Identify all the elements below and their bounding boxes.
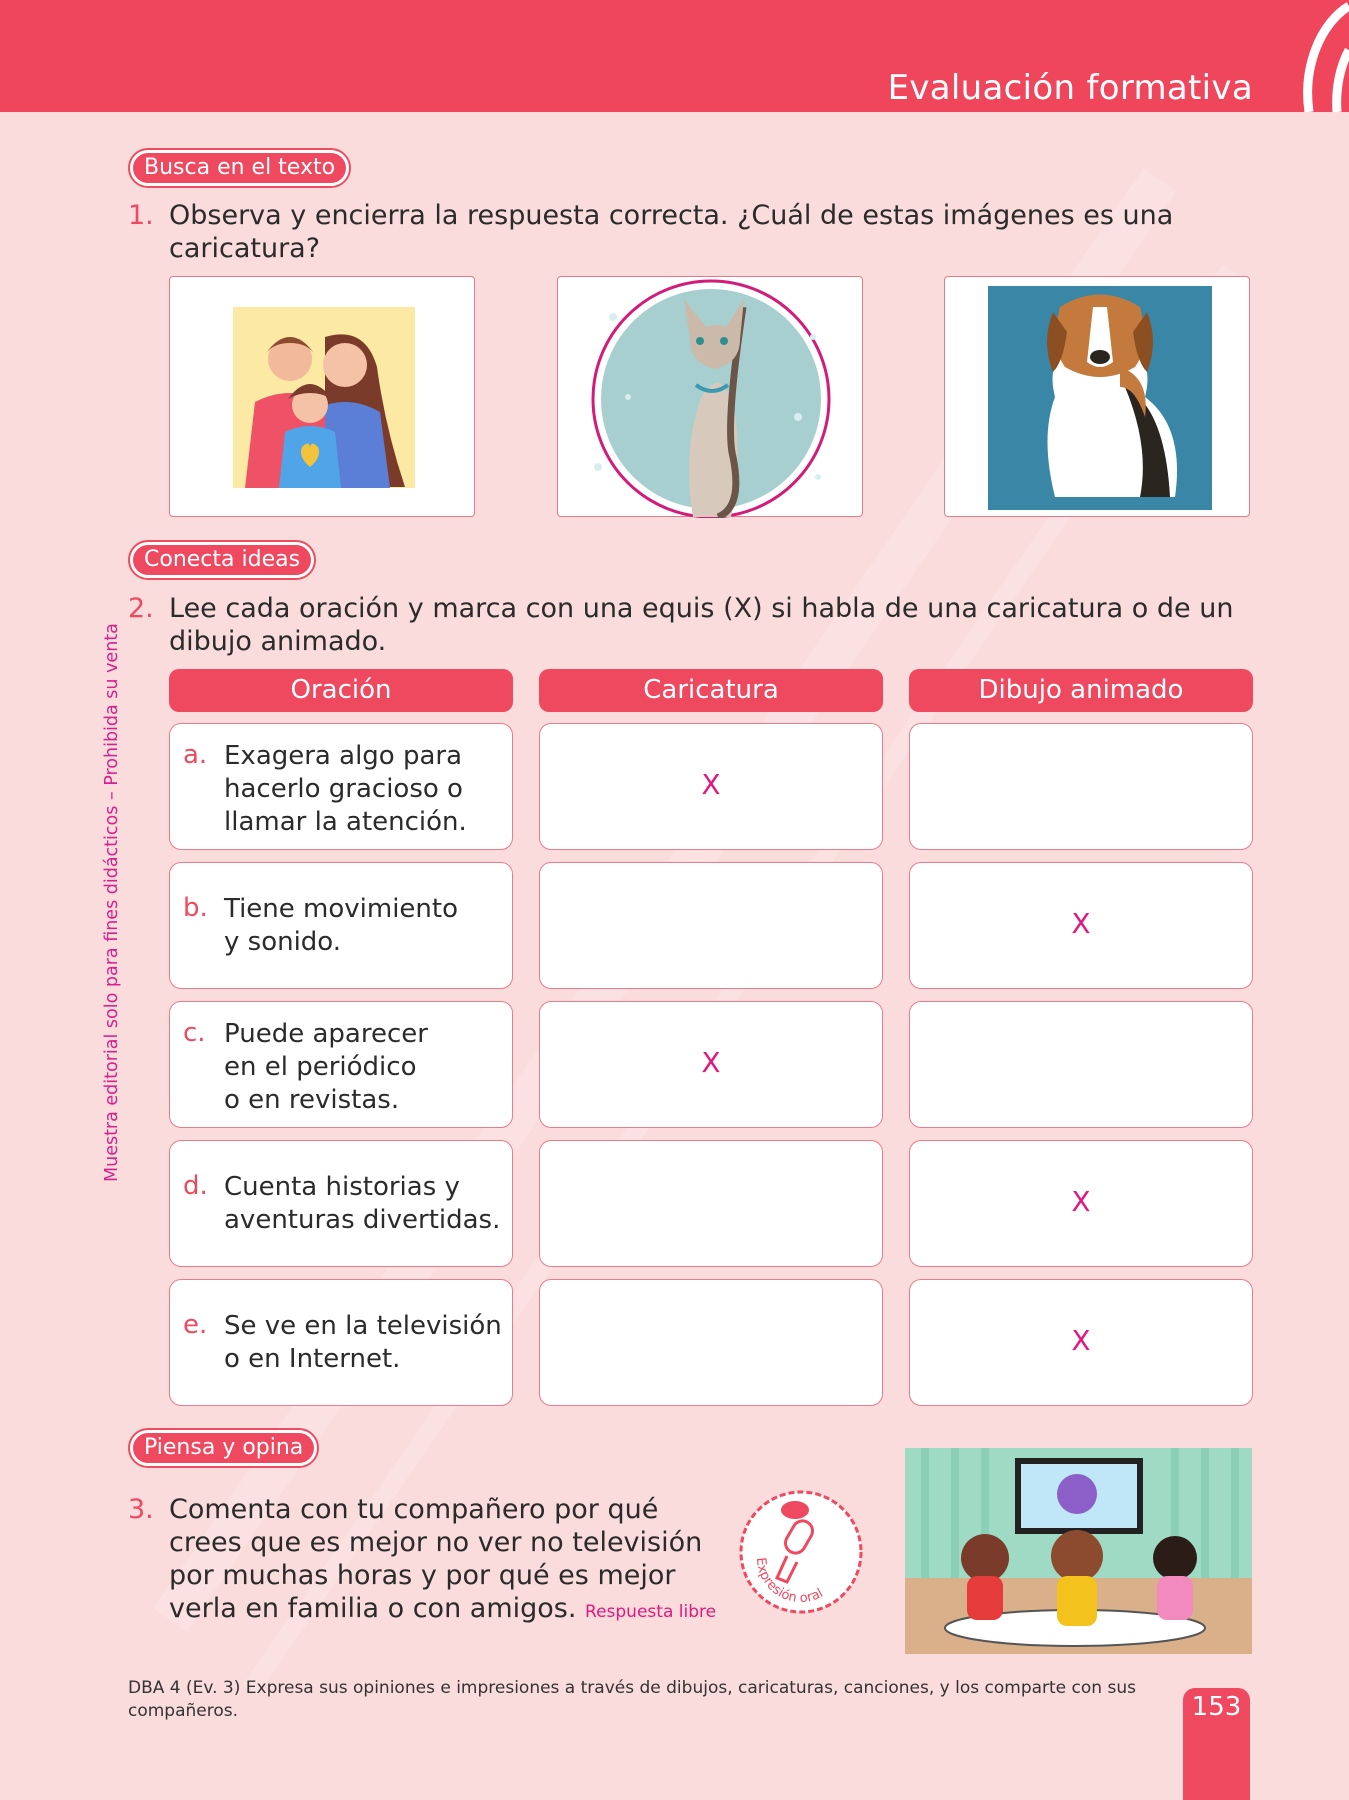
row-a-caricatura-box[interactable] xyxy=(539,723,883,850)
expresion-oral-badge xyxy=(735,1486,867,1618)
column-header-caricatura: Caricatura xyxy=(539,669,883,712)
page-number: 153 xyxy=(1191,1692,1242,1722)
question-2-text: Lee cada oración y marca con una equis (X) si habla de una caricatura o de un dibujo animado. xyxy=(169,593,1234,657)
row-sentence-text: Tiene movimiento y sonido. xyxy=(224,894,459,957)
row-a-sentence xyxy=(169,723,513,850)
x-mark: X xyxy=(1071,1324,1091,1357)
footer-dba-text: DBA 4 (Ev. 3) Expresa sus opiniones e impresiones a través de dibujos, caricaturas, canciones, y los comparte con sus compañeros. xyxy=(128,1678,1136,1721)
row-c-caricatura-box[interactable] xyxy=(539,1001,883,1128)
row-d-sentence xyxy=(169,1140,513,1267)
page-title: Evaluación formativa xyxy=(887,68,1253,108)
question-3-text: Comenta con tu compañero por qué crees que es mejor no ver no televisión por muchas horas y por qué es mejor verla en familia o con amigos. Respuesta libre xyxy=(169,1494,717,1624)
question-1-text: Observa y encierra la respuesta correcta. ¿Cuál de estas imágenes es una caricatura? xyxy=(169,200,1174,264)
editorial-side-note: Muestra editorial solo para fines didácticos – Prohibida su venta xyxy=(102,623,122,1182)
row-e-dibujo-box[interactable] xyxy=(909,1279,1253,1406)
svg-text:Expresión oral: Expresión oral xyxy=(752,1556,826,1607)
answer-respuesta-libre: Respuesta libre xyxy=(585,1602,717,1622)
x-mark: X xyxy=(701,1046,721,1079)
tag-conecta-ideas: Conecta ideas xyxy=(128,540,316,580)
row-sentence-text: Exagera algo para hacerlo gracioso o llamar la atención. xyxy=(224,741,467,837)
row-sentence-text: Puede aparecer en el periódico o en revistas. xyxy=(224,1019,428,1115)
tag-piensa-y-opina: Piensa y opina xyxy=(128,1428,319,1468)
row-letter: b. xyxy=(183,893,208,923)
row-letter: a. xyxy=(183,740,208,770)
row-c-sentence xyxy=(169,1001,513,1128)
column-header-oracion: Oración xyxy=(169,669,513,712)
x-mark: X xyxy=(701,768,721,801)
row-letter: e. xyxy=(183,1310,208,1340)
option-dog-image[interactable] xyxy=(944,276,1250,517)
page-number-tab xyxy=(1183,1688,1250,1800)
tag-busca-en-el-texto: Busca en el texto xyxy=(128,148,351,188)
row-b-dibujo-box[interactable] xyxy=(909,862,1253,989)
row-letter: c. xyxy=(183,1018,206,1048)
row-b-sentence xyxy=(169,862,513,989)
row-e-caricatura-box[interactable] xyxy=(539,1279,883,1406)
row-d-dibujo-box[interactable] xyxy=(909,1140,1253,1267)
option-cat-image[interactable] xyxy=(557,276,863,517)
question-2-number: 2. xyxy=(128,593,154,624)
question-3-number: 3. xyxy=(128,1494,154,1525)
row-sentence-text: Se ve en la televisión o en Internet. xyxy=(224,1311,502,1374)
column-header-dibujo-animado: Dibujo animado xyxy=(909,669,1253,712)
row-c-dibujo-box[interactable] xyxy=(909,1001,1253,1128)
x-mark: X xyxy=(1071,1185,1091,1218)
option-family-image[interactable] xyxy=(169,276,475,517)
row-a-dibujo-box[interactable] xyxy=(909,723,1253,850)
row-b-caricatura-box[interactable] xyxy=(539,862,883,989)
kids-watching-tv-image xyxy=(905,1448,1252,1654)
row-letter: d. xyxy=(183,1171,208,1201)
x-mark: X xyxy=(1071,907,1091,940)
row-d-caricatura-box[interactable] xyxy=(539,1140,883,1267)
row-sentence-text: Cuenta historias y aventuras divertidas. xyxy=(224,1172,501,1235)
question-1-number: 1. xyxy=(128,200,154,231)
row-e-sentence xyxy=(169,1279,513,1406)
